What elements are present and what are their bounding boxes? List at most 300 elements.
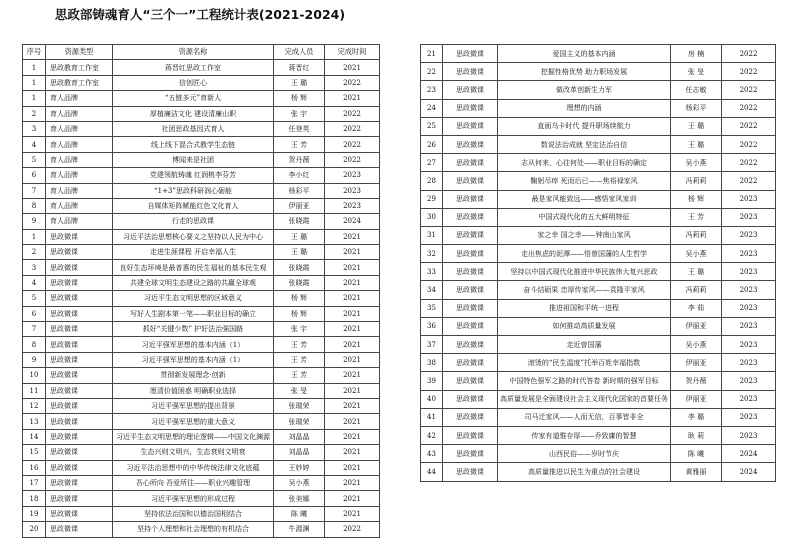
- table-row: [421, 408, 776, 426]
- cell-resource-type: 思政微课: [46, 352, 113, 367]
- cell-row-index: 41: [421, 408, 443, 426]
- cell-author: 张 宇: [274, 322, 325, 337]
- cell-resource-type: 思政教育工作室: [46, 75, 113, 90]
- cell-year: 2023: [325, 198, 380, 213]
- cell-resource-name: 直面乌卡时代 提升职场续航力: [498, 117, 671, 135]
- table-row: [23, 91, 380, 106]
- cell-resource-type: 思政微课: [46, 414, 113, 429]
- cell-year: 2021: [325, 60, 380, 75]
- cell-resource-type: 思政微课: [443, 208, 498, 226]
- cell-resource-name: 山西民俗——岁时节庆: [498, 445, 671, 463]
- cell-resource-name: 自媒体矩阵赋能红色文化育人: [113, 198, 274, 213]
- cell-resource-type: 思政微课: [46, 445, 113, 460]
- cell-year: 2021: [325, 460, 380, 475]
- cell-author: 刘晶晶: [274, 429, 325, 444]
- cell-resource-type: 思政微课: [443, 463, 498, 481]
- cell-year: 2021: [325, 337, 380, 352]
- cell-author: 王 璐: [671, 263, 722, 281]
- cell-row-index: 19: [23, 506, 46, 521]
- cell-author: 杨 辉: [274, 291, 325, 306]
- cell-year: 2024: [722, 445, 776, 463]
- cell-resource-type: 思政微课: [46, 337, 113, 352]
- cell-resource-type: 思政微课: [443, 226, 498, 244]
- cell-row-index: 2: [23, 245, 46, 260]
- cell-year: 2021: [325, 475, 380, 490]
- cell-resource-name: 爱国主义的基本内涵: [498, 45, 671, 63]
- cell-resource-type: 思政微课: [46, 383, 113, 398]
- cell-row-index: 8: [23, 337, 46, 352]
- cell-row-index: 31: [421, 226, 443, 244]
- table-row: [23, 245, 380, 260]
- cell-resource-type: 思政微课: [443, 190, 498, 208]
- cell-resource-type: 思政教育工作室: [46, 60, 113, 75]
- cell-row-index: 39: [421, 372, 443, 390]
- cell-row-index: 2: [23, 106, 46, 121]
- header-resource-name: 资源名称: [113, 45, 274, 60]
- cell-resource-name: 贯彻新发展理念·创新: [113, 368, 274, 383]
- cell-row-index: 9: [23, 214, 46, 229]
- cell-year: 2022: [325, 137, 380, 152]
- cell-author: 杨 辉: [671, 190, 722, 208]
- cell-row-index: 13: [23, 414, 46, 429]
- cell-row-index: 5: [23, 291, 46, 306]
- cell-author: 贺丹薇: [274, 152, 325, 167]
- table-row: [421, 245, 776, 263]
- cell-resource-name: 生态兴则文明兴，生态衰则文明衰: [113, 445, 274, 460]
- cell-row-index: 35: [421, 299, 443, 317]
- cell-year: 2023: [722, 299, 776, 317]
- cell-author: 王 芳: [274, 137, 325, 152]
- cell-author: 刘晶晶: [274, 445, 325, 460]
- cell-resource-type: 思政微课: [46, 429, 113, 444]
- cell-year: 2022: [325, 106, 380, 121]
- cell-resource-type: 思政微课: [46, 229, 113, 244]
- cell-author: 王 芳: [274, 337, 325, 352]
- cell-author: 房 楠: [671, 45, 722, 63]
- table-row: [23, 522, 380, 537]
- cell-row-index: 12: [23, 398, 46, 413]
- cell-author: 贺丹薇: [671, 372, 722, 390]
- cell-resource-name: 坚持个人理想和社会理想的有机结合: [113, 522, 274, 537]
- cell-resource-name: 挖掘性格优势 助力职场发展: [498, 63, 671, 81]
- cell-year: 2023: [722, 263, 776, 281]
- table-row: [23, 106, 380, 121]
- cell-year: 2022: [325, 121, 380, 136]
- cell-resource-type: 思政微课: [443, 426, 498, 444]
- cell-resource-name: 习近平法治思想核心要义之坚持以人民为中心: [113, 229, 274, 244]
- cell-resource-type: 育人品牌: [46, 168, 113, 183]
- cell-year: 2023: [722, 281, 776, 299]
- cell-resource-type: 思政微课: [46, 275, 113, 290]
- cell-resource-name: “1+3”思政科研润心砺能: [113, 183, 274, 198]
- cell-row-index: 17: [23, 475, 46, 490]
- cell-year: 2023: [325, 183, 380, 198]
- cell-resource-type: 思政微课: [46, 260, 113, 275]
- cell-author: 伊丽亚: [671, 354, 722, 372]
- cell-resource-type: 思政微课: [443, 245, 498, 263]
- cell-year: 2022: [722, 154, 776, 172]
- cell-row-index: 9: [23, 352, 46, 367]
- cell-year: 2022: [325, 522, 380, 537]
- cell-row-index: 18: [23, 491, 46, 506]
- cell-row-index: 37: [421, 336, 443, 354]
- table-row: [421, 354, 776, 372]
- table-row: [23, 491, 380, 506]
- table-row: [23, 475, 380, 490]
- cell-resource-type: 思政微课: [443, 354, 498, 372]
- cell-resource-type: 思政微课: [46, 460, 113, 475]
- cell-resource-type: 思政微课: [443, 445, 498, 463]
- cell-row-index: 14: [23, 429, 46, 444]
- cell-author: 吴小燕: [671, 245, 722, 263]
- cell-resource-type: 思政微课: [443, 336, 498, 354]
- table-row: [421, 117, 776, 135]
- cell-author: 张 旻: [671, 63, 722, 81]
- cell-row-index: 25: [421, 117, 443, 135]
- cell-row-index: 8: [23, 198, 46, 213]
- cell-author: 冯莉莉: [671, 226, 722, 244]
- cell-row-index: 30: [421, 208, 443, 226]
- table-row: [23, 260, 380, 275]
- cell-year: 2021: [325, 91, 380, 106]
- cell-year: 2021: [325, 383, 380, 398]
- cell-row-index: 1: [23, 91, 46, 106]
- cell-row-index: 28: [421, 172, 443, 190]
- cell-year: 2022: [325, 152, 380, 167]
- table-row: [23, 352, 380, 367]
- cell-resource-type: 思政微课: [443, 299, 498, 317]
- cell-resource-type: 思政微课: [443, 263, 498, 281]
- cell-resource-type: 思政微课: [443, 154, 498, 172]
- cell-resource-name: 写好人生剧本第一笔——职业目标的确立: [113, 306, 274, 321]
- cell-resource-name: 坚持以中国式现代化推进中华民族伟大复兴思政: [498, 263, 671, 281]
- cell-resource-type: 育人品牌: [46, 121, 113, 136]
- table-row: [421, 208, 776, 226]
- cell-year: 2022: [722, 81, 776, 99]
- cell-resource-type: 思政微课: [443, 281, 498, 299]
- cell-year: 2021: [325, 229, 380, 244]
- cell-row-index: 3: [23, 121, 46, 136]
- table-row: [421, 226, 776, 244]
- cell-resource-type: 育人品牌: [46, 198, 113, 213]
- table-row: [421, 263, 776, 281]
- cell-resource-name: 习近平强军思想的基本内涵（1）: [113, 352, 274, 367]
- header-author: 完成人员: [274, 45, 325, 60]
- cell-row-index: 27: [421, 154, 443, 172]
- table-row: [23, 398, 380, 413]
- cell-author: 张瑞荣: [274, 398, 325, 413]
- cell-resource-name: 蒋晋红思政工作室: [113, 60, 274, 75]
- cell-author: 牛源渊: [274, 522, 325, 537]
- table-row: [23, 414, 380, 429]
- cell-resource-type: 思政微课: [443, 372, 498, 390]
- table-row: [421, 190, 776, 208]
- cell-author: 杨彩平: [671, 99, 722, 117]
- cell-row-index: 1: [23, 229, 46, 244]
- table-row: [421, 299, 776, 317]
- cell-year: 2021: [325, 506, 380, 521]
- cell-resource-type: 思政微课: [46, 491, 113, 506]
- table-row: [421, 372, 776, 390]
- cell-author: 蒋晋红: [274, 60, 325, 75]
- cell-resource-name: 如何推动高质量发展: [498, 317, 671, 335]
- cell-year: 2022: [722, 99, 776, 117]
- cell-year: 2023: [722, 390, 776, 408]
- cell-resource-type: 育人品牌: [46, 91, 113, 106]
- cell-author: 张美娜: [274, 491, 325, 506]
- cell-resource-type: 思政微课: [46, 398, 113, 413]
- table-row: [23, 337, 380, 352]
- cell-resource-type: 育人品牌: [46, 137, 113, 152]
- cell-resource-name: 社团思政基因式育人: [113, 121, 274, 136]
- cell-row-index: 6: [23, 168, 46, 183]
- cell-row-index: 20: [23, 522, 46, 537]
- cell-row-index: 7: [23, 183, 46, 198]
- cell-row-index: 15: [23, 445, 46, 460]
- cell-row-index: 23: [421, 81, 443, 99]
- cell-resource-name: 习近平强军思想的形成过程: [113, 491, 274, 506]
- table-row: [421, 135, 776, 153]
- cell-resource-type: 思政微课: [443, 135, 498, 153]
- cell-row-index: 42: [421, 426, 443, 444]
- cell-year: 2023: [722, 408, 776, 426]
- cell-resource-type: 思政微课: [443, 117, 498, 135]
- cell-author: 陈 曦: [274, 506, 325, 521]
- cell-author: 伊丽亚: [671, 317, 722, 335]
- cell-resource-type: 思政微课: [443, 172, 498, 190]
- cell-author: 吴小燕: [274, 475, 325, 490]
- cell-author: 张瑞荣: [274, 414, 325, 429]
- cell-year: 2022: [722, 117, 776, 135]
- cell-author: 任志敏: [671, 81, 722, 99]
- table-row: [23, 75, 380, 90]
- cell-year: 2021: [325, 306, 380, 321]
- cell-resource-name: 习近平生态文明思想的理论逻辑——中国文化渊源: [113, 429, 274, 444]
- cell-resource-name: 习近平强军思想的基本内涵（1）: [113, 337, 274, 352]
- table-row: [23, 429, 380, 444]
- table-row: [23, 460, 380, 475]
- cell-resource-name: 习近平法治思想中的中华传统法律文化底蕴: [113, 460, 274, 475]
- table-row: [421, 81, 776, 99]
- cell-row-index: 11: [23, 383, 46, 398]
- table-row: [23, 60, 380, 75]
- table-row: [421, 463, 776, 481]
- cell-year: 2021: [325, 414, 380, 429]
- cell-resource-name: 厚植廉洁文化 建设清廉山职: [113, 106, 274, 121]
- cell-resource-name: 滚烫的“民生温度”托举百姓幸福指数: [498, 354, 671, 372]
- cell-author: 杨 辉: [274, 306, 325, 321]
- cell-year: 2021: [325, 352, 380, 367]
- cell-resource-name: 习近平生态文明思想的区域意义: [113, 291, 274, 306]
- cell-resource-name: 最是家风能致远——感悟家风家训: [498, 190, 671, 208]
- table-row: [23, 152, 380, 167]
- cell-year: 2021: [325, 322, 380, 337]
- cell-author: 王 璐: [671, 135, 722, 153]
- cell-row-index: 40: [421, 390, 443, 408]
- cell-year: 2023: [722, 372, 776, 390]
- cell-row-index: 43: [421, 445, 443, 463]
- cell-resource-type: 思政微课: [443, 317, 498, 335]
- table-row: [23, 229, 380, 244]
- header-index: 序号: [23, 45, 46, 60]
- cell-resource-type: 思政微课: [443, 408, 498, 426]
- cell-row-index: 4: [23, 275, 46, 290]
- table-row: [23, 306, 380, 321]
- cell-author: 张晓霞: [274, 260, 325, 275]
- table-row: [421, 45, 776, 63]
- cell-resource-name: 习近平强军思想的提出背景: [113, 398, 274, 413]
- cell-resource-name: 线上线下混合式教学生态链: [113, 137, 274, 152]
- cell-resource-name: 走进生涯课程 开启幸福人生: [113, 245, 274, 260]
- cell-resource-type: 育人品牌: [46, 183, 113, 198]
- page-title: 思政部铸魂育人“三个一”工程统计表(2021-2024): [54, 7, 346, 22]
- table-row: [421, 426, 776, 444]
- cell-author: 冯莉莉: [671, 172, 722, 190]
- cell-author: 张晓霞: [274, 275, 325, 290]
- cell-year: 2023: [722, 317, 776, 335]
- cell-resource-type: 思政微课: [46, 522, 113, 537]
- right-statistics-table: [420, 44, 776, 482]
- cell-author: 王 芳: [671, 208, 722, 226]
- cell-row-index: 7: [23, 322, 46, 337]
- cell-resource-type: 思政微课: [46, 306, 113, 321]
- cell-year: 2021: [325, 445, 380, 460]
- cell-year: 2021: [325, 398, 380, 413]
- cell-row-index: 1: [23, 75, 46, 90]
- cell-row-index: 16: [23, 460, 46, 475]
- table-row: [23, 121, 380, 136]
- cell-author: 王 璐: [274, 229, 325, 244]
- cell-row-index: 29: [421, 190, 443, 208]
- cell-author: 吴小燕: [671, 154, 722, 172]
- cell-year: 2021: [325, 245, 380, 260]
- cell-resource-name: 传家有道惟存厚——乔致庸的智慧: [498, 426, 671, 444]
- cell-year: 2022: [722, 45, 776, 63]
- cell-resource-type: 育人品牌: [46, 214, 113, 229]
- table-row: [421, 172, 776, 190]
- cell-resource-type: 思政微课: [46, 291, 113, 306]
- table-row: [421, 154, 776, 172]
- cell-year: 2021: [325, 291, 380, 306]
- cell-year: 2023: [325, 168, 380, 183]
- cell-year: 2022: [722, 172, 776, 190]
- cell-author: 陈 曦: [671, 445, 722, 463]
- cell-row-index: 24: [421, 99, 443, 117]
- cell-resource-name: “五链多元”育新人: [113, 91, 274, 106]
- cell-row-index: 36: [421, 317, 443, 335]
- cell-resource-name: 司马迁家风——人而无信，百事皆非全: [498, 408, 671, 426]
- cell-author: 吴小燕: [671, 336, 722, 354]
- cell-author: 耿 莉: [671, 426, 722, 444]
- cell-resource-type: 育人品牌: [46, 106, 113, 121]
- cell-year: 2023: [722, 226, 776, 244]
- cell-row-index: 6: [23, 306, 46, 321]
- cell-year: 2021: [325, 275, 380, 290]
- cell-row-index: 4: [23, 137, 46, 152]
- cell-author: 黄雅丽: [671, 463, 722, 481]
- table-row: [23, 383, 380, 398]
- cell-year: 2024: [325, 214, 380, 229]
- cell-year: 2021: [325, 368, 380, 383]
- cell-resource-name: 厘清价值困惑 明确职业选择: [113, 383, 274, 398]
- cell-author: 张 旻: [274, 383, 325, 398]
- cell-resource-name: 推进祖国和平统一进程: [498, 299, 671, 317]
- cell-author: 王 芳: [274, 368, 325, 383]
- cell-resource-name: 志从何来，心往何处——职业目标的确定: [498, 154, 671, 172]
- cell-resource-name: 良好生态环境是最普惠的民生福祉的基本民生观: [113, 260, 274, 275]
- cell-author: 王 璐: [274, 245, 325, 260]
- cell-year: 2023: [722, 426, 776, 444]
- table-row: [23, 168, 380, 183]
- cell-resource-type: 思政微课: [46, 506, 113, 521]
- cell-row-index: 32: [421, 245, 443, 263]
- cell-author: 张 宇: [274, 106, 325, 121]
- cell-resource-name: 高质量发展是全面建设社会主义现代化国家的首要任务: [498, 390, 671, 408]
- cell-author: 张晓霞: [274, 214, 325, 229]
- cell-author: 任登英: [274, 121, 325, 136]
- cell-resource-name: 中国特色强军之路的时代答卷 新时期的强军目标: [498, 372, 671, 390]
- cell-author: 王 璐: [671, 117, 722, 135]
- cell-resource-name: 博闻来是社团: [113, 152, 274, 167]
- cell-year: 2021: [325, 491, 380, 506]
- cell-resource-type: 思政微课: [46, 322, 113, 337]
- cell-row-index: 3: [23, 260, 46, 275]
- table-row: [421, 99, 776, 117]
- cell-row-index: 10: [23, 368, 46, 383]
- cell-year: 2022: [722, 63, 776, 81]
- cell-row-index: 22: [421, 63, 443, 81]
- table-row: [421, 281, 776, 299]
- cell-resource-type: 育人品牌: [46, 152, 113, 167]
- table-row: [23, 291, 380, 306]
- cell-year: 2023: [722, 208, 776, 226]
- cell-row-index: 5: [23, 152, 46, 167]
- table-row: [421, 336, 776, 354]
- cell-year: 2023: [722, 245, 776, 263]
- cell-resource-name: 做改革创新生力军: [498, 81, 671, 99]
- table-row: [421, 390, 776, 408]
- cell-resource-name: 习近平强军思想的重大意义: [113, 414, 274, 429]
- cell-resource-name: 吾心所向 吾爱所往——职业兴趣管理: [113, 475, 274, 490]
- cell-row-index: 1: [23, 60, 46, 75]
- cell-year: 2022: [722, 135, 776, 153]
- table-row: [421, 317, 776, 335]
- cell-author: 李 璐: [671, 408, 722, 426]
- cell-resource-name: 共建全球文明生态建设之路的共赢全球观: [113, 275, 274, 290]
- table-header-row: [23, 45, 380, 60]
- cell-author: 伊丽亚: [671, 390, 722, 408]
- cell-resource-name: 走近曾国藩: [498, 336, 671, 354]
- cell-resource-name: 高质量推进以民生为重点的社会建设: [498, 463, 671, 481]
- table-row: [421, 445, 776, 463]
- cell-resource-name: 中国式现代化的五大鲜明特征: [498, 208, 671, 226]
- cell-year: 2023: [722, 354, 776, 372]
- cell-resource-type: 思政微课: [443, 45, 498, 63]
- cell-row-index: 34: [421, 281, 443, 299]
- cell-resource-name: 走出焦虑的泥潭——悟曾国藩的人生哲学: [498, 245, 671, 263]
- cell-resource-name: 理想的内涵: [498, 99, 671, 117]
- cell-year: 2024: [722, 463, 776, 481]
- cell-resource-type: 思政微课: [46, 245, 113, 260]
- table-row: [23, 214, 380, 229]
- cell-resource-type: 思政微课: [443, 63, 498, 81]
- table-row: [23, 275, 380, 290]
- cell-year: 2021: [325, 260, 380, 275]
- cell-author: 伊丽亚: [274, 198, 325, 213]
- cell-resource-type: 思政微课: [443, 390, 498, 408]
- cell-resource-name: 家之幸 国之幸——钟南山家风: [498, 226, 671, 244]
- cell-author: 李 茹: [671, 299, 722, 317]
